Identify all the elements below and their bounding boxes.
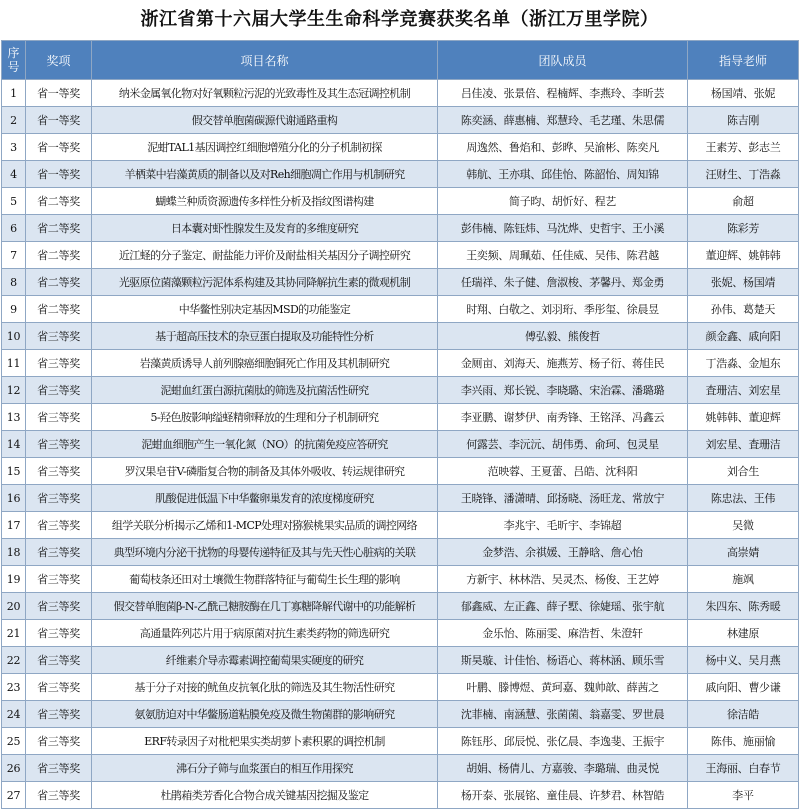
cell-team: 时翔、白敬之、刘羽珩、季彤玺、徐晨昱 (438, 296, 688, 323)
cell-teacher: 戚向阳、曹少谦 (688, 674, 799, 701)
cell-award: 省三等奖 (26, 323, 92, 350)
cell-award: 省二等奖 (26, 215, 92, 242)
cell-teacher: 刘宏星、査珊洁 (688, 431, 799, 458)
cell-teacher: 颜金鑫、戚向阳 (688, 323, 799, 350)
cell-no: 18 (2, 539, 26, 566)
cell-project: 泥蚶TAL1基因调控红细胞增殖分化的分子机制初探 (92, 134, 438, 161)
table-row (2, 755, 799, 782)
cell-award: 省一等奖 (26, 134, 92, 161)
cell-no: 5 (2, 188, 26, 215)
cell-teacher: 杨中义、吴月燕 (688, 647, 799, 674)
cell-award: 省一等奖 (26, 80, 92, 107)
cell-team: 胡娟、杨倩儿、方嘉骏、李璐瑞、曲灵悦 (438, 755, 688, 782)
cell-teacher: 高崇婧 (688, 539, 799, 566)
header-team: 团队成员 (438, 41, 688, 80)
cell-project: 岩藻黄质诱导人前列腺癌细胞铜死亡作用及其机制研究 (92, 350, 438, 377)
cell-project: 罗汉果皂苷V-磷脂复合物的制备及其体外吸收、转运规律研究 (92, 458, 438, 485)
header-no: 序号 (2, 41, 26, 80)
cell-award: 省三等奖 (26, 458, 92, 485)
cell-team: 李兴雨、郑长锐、李晓璐、宋治霖、潘璐璐 (438, 377, 688, 404)
cell-teacher: 林建原 (688, 620, 799, 647)
cell-teacher: 孙伟、葛楚天 (688, 296, 799, 323)
cell-award: 省三等奖 (26, 377, 92, 404)
cell-award: 省三等奖 (26, 728, 92, 755)
cell-no: 19 (2, 566, 26, 593)
cell-award: 省三等奖 (26, 782, 92, 809)
table-row (2, 80, 799, 107)
cell-team: 范映蓉、王夏蕾、吕皓、沈科阳 (438, 458, 688, 485)
cell-no: 3 (2, 134, 26, 161)
table-row (2, 647, 799, 674)
cell-award: 省二等奖 (26, 296, 92, 323)
table-row (2, 404, 799, 431)
table-row (2, 323, 799, 350)
cell-teacher: 徐洁皓 (688, 701, 799, 728)
cell-team: 郁鑫威、左正鑫、薛子墅、徐婕瑶、张宇航 (438, 593, 688, 620)
cell-project: 日本囊对虾性腺发生及发育的多维度研究 (92, 215, 438, 242)
table-row (2, 674, 799, 701)
cell-award: 省三等奖 (26, 404, 92, 431)
cell-project: 典型环境内分泌干扰物的母婴传递特征及其与先天性心脏病的关联 (92, 539, 438, 566)
table-row (2, 485, 799, 512)
cell-teacher: 俞超 (688, 188, 799, 215)
cell-project: 近江蛏的分子鉴定、耐盐能力评价及耐盐相关基因分子调控研究 (92, 242, 438, 269)
table-row (2, 215, 799, 242)
cell-no: 23 (2, 674, 26, 701)
cell-no: 4 (2, 161, 26, 188)
cell-project: 假交替单胞菌β-N-乙酰己糖胺酶在几丁寡糖降解代谢中的功能解析 (92, 593, 438, 620)
cell-teacher: 张妮、杨国靖 (688, 269, 799, 296)
table-row (2, 728, 799, 755)
cell-team: 方新宇、林林浩、吴灵杰、杨俊、王艺婷 (438, 566, 688, 593)
cell-award: 省三等奖 (26, 620, 92, 647)
cell-award: 省三等奖 (26, 485, 92, 512)
table-row (2, 269, 799, 296)
table-row (2, 620, 799, 647)
cell-no: 13 (2, 404, 26, 431)
cell-project: ERF转录因子对枇杷果实类胡萝卜素积累的调控机制 (92, 728, 438, 755)
cell-project: 肌酸促进低温下中华鳖卵巢发育的浓度梯度研究 (92, 485, 438, 512)
cell-award: 省三等奖 (26, 539, 92, 566)
cell-award: 省一等奖 (26, 161, 92, 188)
cell-no: 17 (2, 512, 26, 539)
cell-no: 25 (2, 728, 26, 755)
cell-project: 泥蚶血细胞产生一氧化氮（NO）的抗菌免疫应答研究 (92, 431, 438, 458)
cell-project: 杜鹃葙类芳香化合物合成关键基因挖掘及鉴定 (92, 782, 438, 809)
cell-no: 9 (2, 296, 26, 323)
cell-award: 省三等奖 (26, 593, 92, 620)
table-row (2, 566, 799, 593)
cell-project: 纳米金属氧化物对好氧颗粒污泥的光致毒性及其生态冠调控机制 (92, 80, 438, 107)
cell-team: 傅弘毅、熊俊哲 (438, 323, 688, 350)
table-row (2, 134, 799, 161)
cell-no: 8 (2, 269, 26, 296)
cell-teacher: 杨国靖、张妮 (688, 80, 799, 107)
cell-project: 中华鳖性别决定基因MSD的功能鉴定 (92, 296, 438, 323)
cell-team: 王奕频、周珮茹、任佳威、吴伟、陈君越 (438, 242, 688, 269)
cell-teacher: 姚韩韩、董迎辉 (688, 404, 799, 431)
cell-teacher: 陈吉刚 (688, 107, 799, 134)
cell-teacher: 汪财生、丁浩淼 (688, 161, 799, 188)
cell-project: 5-羟色胺影响缢蛏精卵释放的生理和分子机制研究 (92, 404, 438, 431)
cell-team: 杨开泰、张展铭、童佳晨、许梦君、林智皓 (438, 782, 688, 809)
cell-award: 省三等奖 (26, 755, 92, 782)
cell-teacher: 王素芳、彭志兰 (688, 134, 799, 161)
table-row (2, 161, 799, 188)
cell-award: 省二等奖 (26, 269, 92, 296)
table-row (2, 458, 799, 485)
cell-award: 省三等奖 (26, 350, 92, 377)
cell-award: 省三等奖 (26, 431, 92, 458)
cell-project: 基于超高压技术的杂豆蛋白提取及功能特性分析 (92, 323, 438, 350)
cell-award: 省一等奖 (26, 107, 92, 134)
cell-project: 葡萄枝条还田对土壤微生物群落特征与葡萄生长生理的影响 (92, 566, 438, 593)
table-row (2, 242, 799, 269)
cell-teacher: 吴微 (688, 512, 799, 539)
cell-team: 吕佳凌、张景倍、程楠辉、李燕玲、李昕芸 (438, 80, 688, 107)
cell-no: 22 (2, 647, 26, 674)
cell-no: 10 (2, 323, 26, 350)
cell-teacher: 陈彩芳 (688, 215, 799, 242)
cell-project: 纤维素介导赤霉素调控葡萄果实硬度的研究 (92, 647, 438, 674)
cell-no: 21 (2, 620, 26, 647)
table-row (2, 377, 799, 404)
cell-no: 11 (2, 350, 26, 377)
cell-team: 任瑞祥、朱子健、詹淑梭、茅馨丹、郑金勇 (438, 269, 688, 296)
cell-no: 2 (2, 107, 26, 134)
table-row (2, 350, 799, 377)
cell-project: 沸石分子筛与血浆蛋白的相互作用探究 (92, 755, 438, 782)
cell-team: 周逸然、鲁焰和、彭晔、吴渝彬、陈奕凡 (438, 134, 688, 161)
cell-award: 省三等奖 (26, 512, 92, 539)
cell-teacher: 丁浩淼、金旭东 (688, 350, 799, 377)
cell-team: 斯昊璇、计佳怡、杨语心、蒋林涵、顾乐雪 (438, 647, 688, 674)
cell-award: 省二等奖 (26, 242, 92, 269)
cell-team: 陈钰彤、邱辰悦、张亿晨、李逸斐、王振宇 (438, 728, 688, 755)
cell-project: 高通量阵列芯片用于病原菌对抗生素类药物的筛选研究 (92, 620, 438, 647)
cell-teacher: 査珊洁、刘宏星 (688, 377, 799, 404)
cell-no: 20 (2, 593, 26, 620)
header-award: 奖项 (26, 41, 92, 80)
cell-award: 省二等奖 (26, 188, 92, 215)
table-row (2, 431, 799, 458)
table-row (2, 701, 799, 728)
cell-project: 氨氨肪迫对中华鳖肠道粘膜免疫及微生物菌群的影响研究 (92, 701, 438, 728)
table-row (2, 107, 799, 134)
table-header-row (2, 41, 799, 80)
cell-team: 韩航、王亦琪、邱佳怡、陈韶怡、周知锦 (438, 161, 688, 188)
cell-no: 27 (2, 782, 26, 809)
cell-team: 陈奕涵、薛惠楠、郑慧玲、毛艺瑾、朱思儒 (438, 107, 688, 134)
cell-team: 简子昀、胡忻好、程艺 (438, 188, 688, 215)
cell-teacher: 陈忠法、王伟 (688, 485, 799, 512)
award-table (1, 40, 799, 809)
cell-no: 14 (2, 431, 26, 458)
cell-team: 何露芸、李沅沅、胡伟勇、俞珂、包灵星 (438, 431, 688, 458)
cell-team: 李亚鹏、谢梦伊、南秀锋、王铭泽、冯鑫云 (438, 404, 688, 431)
cell-project: 基于分子对接的鱿鱼皮抗氧化肽的筛选及其生物活性研究 (92, 674, 438, 701)
cell-teacher: 施飒 (688, 566, 799, 593)
cell-no: 16 (2, 485, 26, 512)
cell-team: 沈菲楠、南涵慧、张菌菌、翁嘉雯、罗世晨 (438, 701, 688, 728)
cell-award: 省三等奖 (26, 647, 92, 674)
cell-team: 金梦浩、余祺媛、王静晗、詹心怡 (438, 539, 688, 566)
header-project: 项目名称 (92, 41, 438, 80)
table-row (2, 188, 799, 215)
header-teacher: 指导老师 (688, 41, 799, 80)
cell-no: 24 (2, 701, 26, 728)
table-row (2, 593, 799, 620)
cell-no: 1 (2, 80, 26, 107)
cell-team: 王晓锋、潘潇晴、邱扬晓、汤旺龙、常放宁 (438, 485, 688, 512)
cell-award: 省三等奖 (26, 566, 92, 593)
table-row (2, 512, 799, 539)
cell-teacher: 董迎辉、姚韩韩 (688, 242, 799, 269)
cell-teacher: 陈伟、施丽愉 (688, 728, 799, 755)
cell-award: 省三等奖 (26, 701, 92, 728)
cell-team: 叶鹏、滕博煜、黄珂嘉、魏帅歆、薛茜之 (438, 674, 688, 701)
cell-team: 金厕亩、刘海天、施燕芳、杨子衍、蒋佳民 (438, 350, 688, 377)
page-title: 浙江省第十六届大学生生命科学竞赛获奖名单（浙江万里学院） (140, 9, 659, 30)
cell-no: 12 (2, 377, 26, 404)
cell-team: 金乐怡、陈丽雯、麻浩哲、朱澄轩 (438, 620, 688, 647)
cell-teacher: 王海丽、白春节 (688, 755, 799, 782)
cell-no: 6 (2, 215, 26, 242)
cell-no: 26 (2, 755, 26, 782)
cell-teacher: 朱四东、陈秀暖 (688, 593, 799, 620)
table-row (2, 539, 799, 566)
cell-project: 组学关联分析揭示乙烯和1-MCP处理对猕猴桃果实品质的调控网络 (92, 512, 438, 539)
cell-project: 泥蚶血红蛋白源抗菌肽的筛选及抗菌活性研究 (92, 377, 438, 404)
cell-no: 7 (2, 242, 26, 269)
cell-teacher: 刘合生 (688, 458, 799, 485)
cell-teacher: 李平 (688, 782, 799, 809)
cell-project: 假交替单胞菌碳源代谢通路重构 (92, 107, 438, 134)
cell-team: 彭伟楠、陈钰炜、马沈烨、史哲宇、王小溪 (438, 215, 688, 242)
table-row (2, 782, 799, 809)
cell-project: 羊栖菜中岩藻黄质的制备以及对Reh细胞凋亡作用与机制研究 (92, 161, 438, 188)
cell-project: 光驱原位菌藻颗粒污泥体系构建及其协同降解抗生素的微观机制 (92, 269, 438, 296)
table-row (2, 296, 799, 323)
cell-no: 15 (2, 458, 26, 485)
cell-team: 李兆宇、毛昕宇、李锦超 (438, 512, 688, 539)
cell-project: 蝴蝶兰种质资源遗传多样性分析及指纹图谱构建 (92, 188, 438, 215)
cell-award: 省三等奖 (26, 674, 92, 701)
